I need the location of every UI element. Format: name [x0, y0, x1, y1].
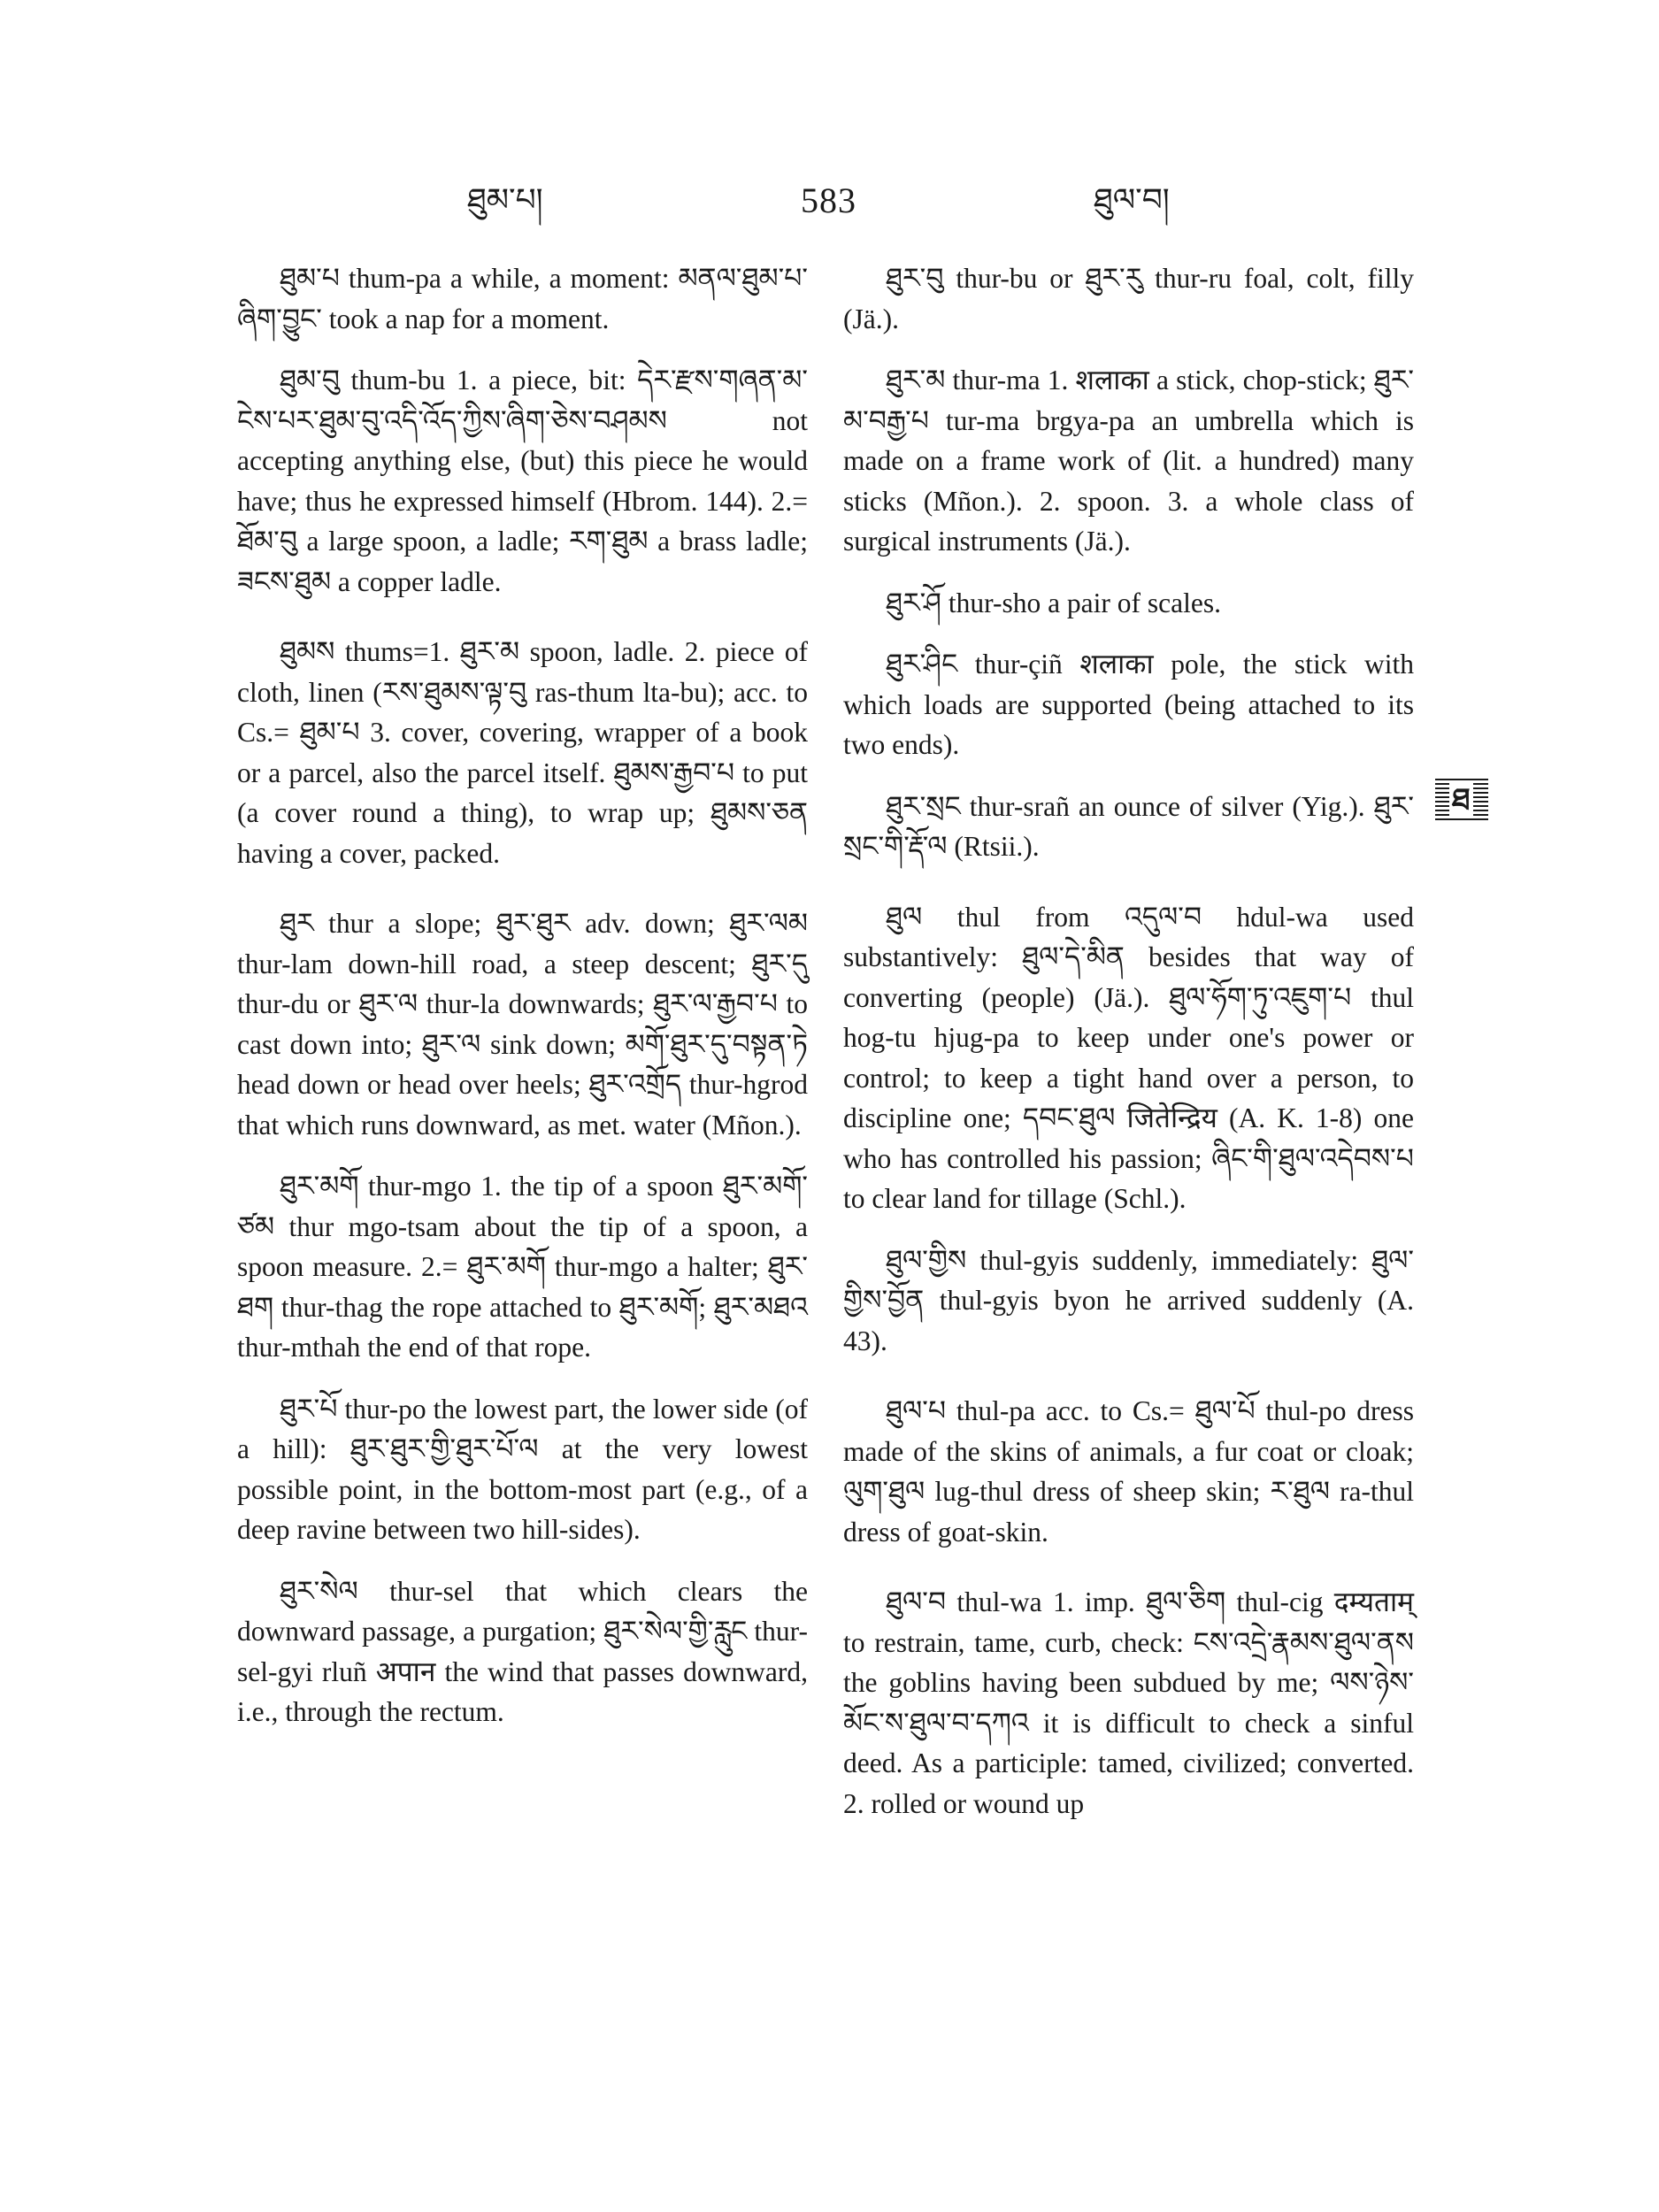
- entry-thum-bu: ཐུམ་བུ thum-bu 1. a piece, bit: དེར་རྫས་གཞན་མ་ངེས་པར་ཐུམ་བུ་འདི་འོད་ཀྱིས་ཞིག་ཅེས་བཤམས not accepting anything else, (but) this piece he would have; thus he expressed himself (Hbrom. 144). 2.= ཐོམ་བུ a large spoon, a ladle; རག་ཐུམ a brass ladle; ཟངས་ཐུམ a copper ladle.: [237, 365, 808, 597]
- entry-thul-wa: ཐུལ་བ thul-wa 1. imp. ཐུལ་ཅིག thul-cig दम्यताम् to restrain, tame, curb, check: ངས་འདྲེ་རྣམས་ཐུལ་ནས the goblins having been subdued by me; ལས་ཉེས་མོང་ས་ཐུལ་བ་དཀའ it is difficult to check a sinful deed. As a participle: tamed, civilized; converted. 2. rolled or wound up: [843, 1586, 1414, 1819]
- left-column: [237, 258, 808, 1754]
- right-column: [843, 258, 1414, 1845]
- thumb-index-tab: [1435, 779, 1488, 821]
- entry-thur-sho: ཐུར་ཤོ thur-sho a pair of scales.: [886, 587, 1221, 618]
- entry-thur-sel: ཐུར་སེལ thur-sel that which clears the downward passage, a purgation; ཐུར་སེལ་གྱི་རླུང thur-sel-gyi rluñ अपान the wind that passes downward, i.e., through the rectum.: [237, 1575, 808, 1727]
- entry-thur-sran: ཐུར་སྲང thur-srañ an ounce of silver (Yig.). ཐུར་སྲང་གི་རྡོ་ལ (Rtsii.).: [843, 790, 1414, 862]
- page-number: 583: [801, 180, 856, 220]
- entry-thums: ཐུམས thums=1. ཐུར་མ spoon, ladle. 2. piece of cloth, linen (རས་ཐུམས་ལྟ་བུ ras-thum lta-bu); acc. to Cs.= ཐུམ་པ 3. cover, covering, wrapper of a book or a parcel, also the parcel itself. ཐུམས་རྒྱབ་པ to put (a cover round a thing), to wrap up; ཐུམས་ཅན having a cover, packed.: [237, 636, 808, 869]
- entry-thur-bu: ཐུར་བུ thur-bu or ཐུར་རུ thur-ru foal, colt, filly (Jä.).: [843, 263, 1414, 334]
- running-head-right: ཐུལ་བ།: [1094, 182, 1170, 219]
- entry-thur: ཐུར thur a slope; ཐུར་ཐུར adv. down; ཐུར་ལམ thur-lam down-hill road, a steep descent; ཐུར་དུ thur-du or ཐུར་ལ thur-la downwards; ཐུར་ལ་རྒྱབ་པ to cast down into; ཐུར་ལ sink down; མགོ་ཐུར་དུ་བསྟན་ཏེ head down or head over heels; ཐུར་འགྲོད thur-hgrod that which runs downward, as met. water (Mñon.).: [237, 908, 808, 1141]
- entry-thul-pa: ཐུལ་པ thul-pa acc. to Cs.= ཐུལ་པོ thul-po dress made of the skins of animals, a fur coat or cloak; ལུག་ཐུལ lug-thul dress of sheep skin; ར་ཐུལ ra-thul dress of goat-skin.: [843, 1395, 1414, 1548]
- entry-thur-po: ཐུར་པོ thur-po the lowest part, the lower side (of a hill): ཐུར་ཐུར་གྱི་ཐུར་པོ་ལ at the very lowest possible point, in the bottom-most part (e.g., of a deep ravine between two hill-sides).: [237, 1393, 808, 1545]
- entry-thur-mgo: ཐུར་མགོ thur-mgo 1. the tip of a spoon ཐུར་མགོ་ཙམ thur mgo-tsam about the tip of a spoon, a spoon measure. 2.= ཐུར་མགོ thur-mgo a halter; ཐུར་ཐག thur-thag the rope attached to ཐུར་མགོ; ཐུར་མཐའ thur-mthah the end of that rope.: [237, 1171, 808, 1363]
- running-head-left: ཐུམ་པ།: [467, 182, 543, 219]
- thumb-index-letter: ཐ: [1449, 782, 1473, 818]
- entry-thur-cin: ཐུར་ཤིང thur-çiñ शलाका pole, the stick with which loads are supported (being attached to its two ends).: [843, 649, 1414, 760]
- entry-thul: ཐུལ thul from འདུལ་བ hdul-wa used substantively: ཐུལ་དེ་མིན besides that way of converting (people) (Jä.). ཐུལ་ཧོག་ཏུ་འཇུག་པ thul hog-tu hjug-pa to keep under one's power or control; to keep a tight hand over a person, to discipline one; དབང་ཐུལ जितेन्द्रिय (A. K. 1-8) one who has controlled his passion; ཞིང་གི་ཐུལ་འདེབས་པ to clear land for tillage (Schl.).: [843, 901, 1414, 1214]
- entry-thum-pa: ཐུམ་པ thum-pa a while, a moment: མནལ་ཐུམ་པ་ཞིག་བྱུང་ took a nap for a moment.: [237, 263, 808, 334]
- entry-thul-gyis: ཐུལ་གྱིས thul-gyis suddenly, immediately: ཐུལ་གྱིས་བྱོན thul-gyis byon he arrived suddenly (A. 43).: [843, 1244, 1414, 1356]
- entry-thur-ma: ཐུར་མ thur-ma 1. शलाका a stick, chop-stick; ཐུར་མ་བརྒྱ་པ tur-ma brgya-pa an umbrella which is made on a frame work of (lit. a hundred) many sticks (Mñon.). 2. spoon. 3. a whole class of surgical instruments (Jä.).: [843, 365, 1414, 557]
